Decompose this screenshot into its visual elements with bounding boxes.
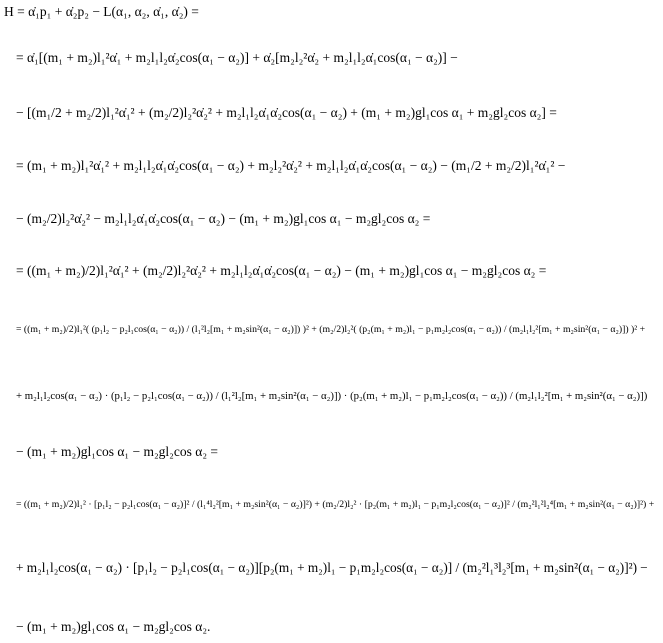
equation-line-3: − [(m₁/2 + m₂/2)l₁²α̇₁² + (m₂/2)l₂²α̇₂² + m₂l₁l₂α̇₁α̇₂cos(α₁ − α₂) + (m₁ + m₂)gl₁cos α₁ + m₂gl₂cos α₂] = [16,105,557,120]
equation-line-7: = ((m₁ + m₂)/2)l₁²( (p₁l₂ − p₂l₁cos(α₁ − α₂)) / (l₁²l₂[m₁ + m₂sin²(α₁ − α₂)]) )² + (m₂/2)l₂²( (p₂(m₁ + m₂)l₁ − p₁m₂l₂cos(α₁ − α₂)) / (m₂l₁l₂²[m₁ + m₂sin²(α₁ − α₂)]) )² + [16,324,646,335]
equation-line-1: H = α̇₁p₁ + α̇₂p₂ − L(α₁, α₂, α̇₁, α̇₂) = [4,4,199,19]
equation-line-8: + m₂l₁l₂cos(α₁ − α₂) · (p₁l₂ − p₂l₁cos(α₁ − α₂)) / (l₁²l₂[m₁ + m₂sin²(α₁ − α₂)]) · (p₂(m₁ + m₂)l₁ − p₁m₂l₂cos(α₁ − α₂)) / (m₂l₁l₂²[m₁ + m₂sin²(α₁ − α₂)]) [16,390,648,402]
equation-line-6: = ((m₁ + m₂)/2)l₁²α̇₁² + (m₂/2)l₂²α̇₂² + m₂l₁l₂α̇₁α̇₂cos(α₁ − α₂) − (m₁ + m₂)gl₁cos α₁ − m₂gl₂cos α₂ = [16,263,547,278]
equation-line-10: = ((m₁ + m₂)/2)l₁² · [p₁l₂ − p₂l₁cos(α₁ − α₂)]² / (l₁⁴l₂²[m₁ + m₂sin²(α₁ − α₂)]²) + (m₂/2)l₂² · [p₂(m₁ + m₂)l₁ − p₁m₂l₂cos(α₁ − α₂)]² / (m₂²l₁²l₂⁴[m₁ + m₂sin²(α₁ − α₂)]²) + [16,499,655,510]
equation-line-12: − (m₁ + m₂)gl₁cos α₁ − m₂gl₂cos α₂. [16,619,211,634]
equation-line-2: = α̇₁[(m₁ + m₂)l₁²α̇₁ + m₂l₁l₂α̇₂cos(α₁ − α₂)] + α̇₂[m₂l₂²α̇₂ + m₂l₁l₂α̇₁cos(α₁ − α₂)] − [16,50,458,65]
equation-line-9: − (m₁ + m₂)gl₁cos α₁ − m₂gl₂cos α₂ = [16,444,219,459]
equation-line-5: − (m₂/2)l₂²α̇₂² − m₂l₁l₂α̇₁α̇₂cos(α₁ − α₂) − (m₁ + m₂)gl₁cos α₁ − m₂gl₂cos α₂ = [16,211,431,226]
equation-line-11: + m₂l₁l₂cos(α₁ − α₂) · [p₁l₂ − p₂l₁cos(α₁ − α₂)][p₂(m₁ + m₂)l₁ − p₁m₂l₂cos(α₁ − α₂)] / (m₂²l₁³l₂³[m₁ + m₂sin²(α₁ − α₂)]²) − [16,560,648,575]
equation-line-4: = (m₁ + m₂)l₁²α̇₁² + m₂l₁l₂α̇₁α̇₂cos(α₁ − α₂) + m₂l₂²α̇₂² + m₂l₁l₂α̇₁α̇₂cos(α₁ − α₂) − (m₁/2 + m₂/2)l₁²α̇₁² − [16,158,566,173]
